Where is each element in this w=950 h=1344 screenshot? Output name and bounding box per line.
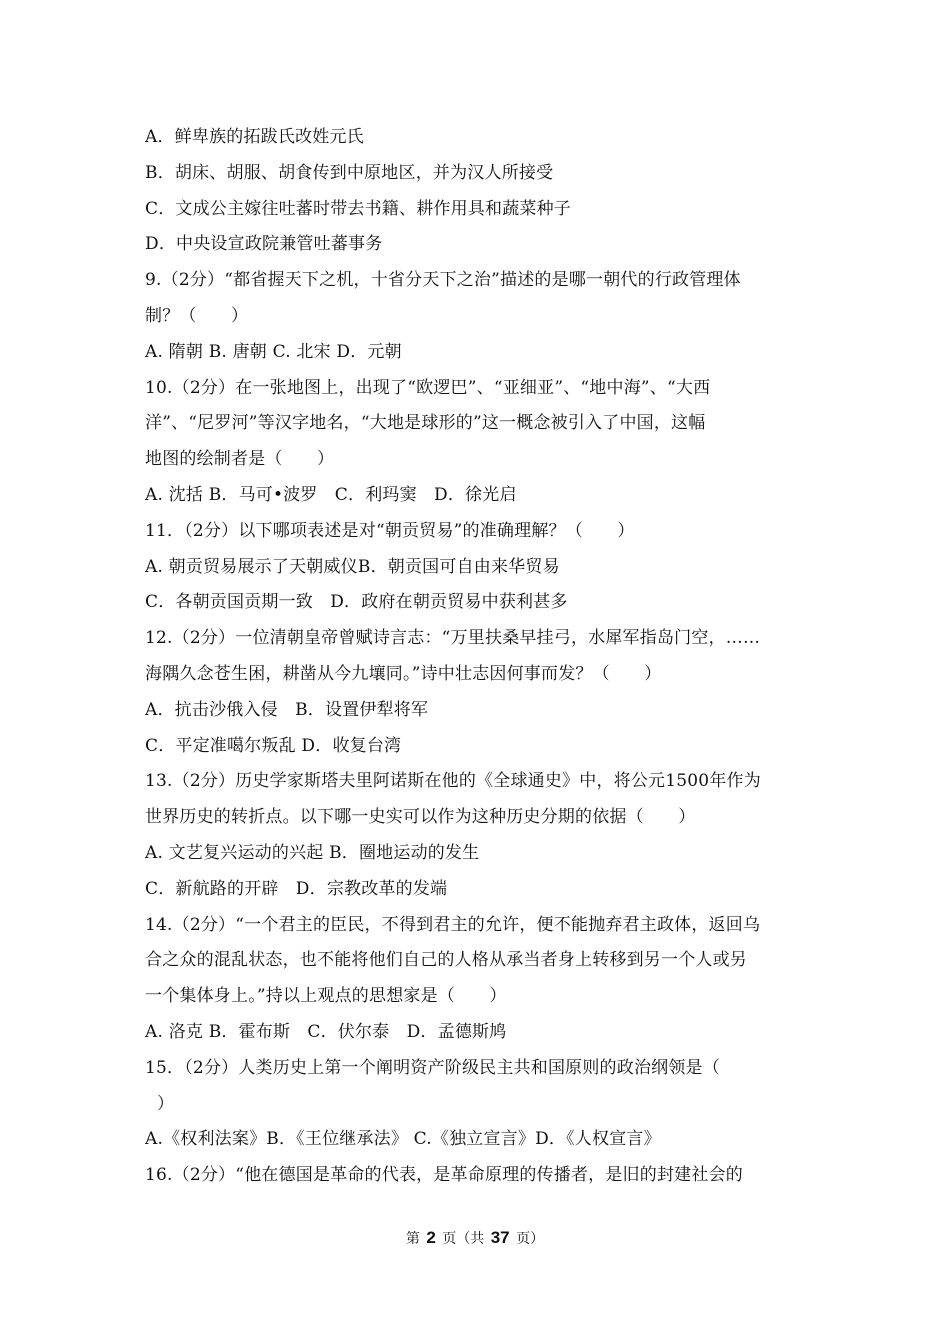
text-line: 海隅久念苍生困，耕凿从今九壤同。”诗中壮志因何事而发？（ ） bbox=[145, 663, 662, 684]
text-line: A. 沈括 B．马可•波罗 C．利玛窦 D．徐光启 bbox=[145, 484, 517, 505]
text-line: A. 文艺复兴运动的兴起 B．圈地运动的发生 bbox=[145, 842, 480, 863]
text-line: B．胡床、胡服、胡食传到中原地区，并为汉人所接受 bbox=[145, 162, 554, 183]
text-line: 一个集体身上。”持以上观点的思想家是（ ） bbox=[145, 986, 507, 1007]
question-10-line: 10.（2分）在一张地图上，出现了“欧逻巴”、“亚细亚”、“地中海”、“大西 bbox=[145, 377, 711, 398]
question-9-line: 9.（2分）“都省握天下之机，十省分天下之治”描述的是哪一朝代的行政管理体 bbox=[145, 270, 741, 291]
footer-prefix: 第 bbox=[405, 1231, 420, 1247]
text-line: A. 朝贡贸易展示了天朝威仪B．朝贡国可自由来华贸易 bbox=[145, 556, 560, 577]
question-11-line: 11．（2分）以下哪项表述是对“朝贡贸易”的准确理解？（ ） bbox=[145, 520, 635, 541]
question-14-line: 14.（2分）“一个君主的臣民，不得到君主的允许，便不能抛弃君主政体，返回乌 bbox=[145, 914, 761, 935]
text-line: A．鲜卑族的拓跋氏改姓元氏 bbox=[145, 127, 364, 147]
text-line: C．新航路的开辟 D．宗教改革的发端 bbox=[145, 878, 448, 899]
text-line: ） bbox=[157, 1093, 175, 1114]
footer-middle: 页（共 bbox=[442, 1231, 485, 1247]
text-line: A.《权利法案》B．《王位继承法》 C.《独立宣言》D．《人权宣言》 bbox=[145, 1129, 661, 1150]
text-line: D．中央设宣政院兼管吐蕃事务 bbox=[145, 234, 383, 255]
question-16-line: 16.（2分）“他在德国是革命的代表，是革命原理的传播者，是旧的封建社会的 bbox=[145, 1165, 743, 1186]
text-line: 地图的绘制者是（ ） bbox=[145, 449, 335, 470]
question-15-line: 15．（2分）人类历史上第一个阐明资产阶级民主共和国原则的政治纲领是（ bbox=[145, 1057, 720, 1078]
footer-suffix: 页） bbox=[516, 1231, 545, 1247]
page-footer bbox=[0, 1228, 950, 1248]
question-content bbox=[145, 120, 810, 1194]
text-line: 世界历史的转折点。以下哪一史实可以作为这种历史分期的依据（ ） bbox=[145, 807, 696, 828]
current-page-number: 2 bbox=[426, 1228, 436, 1247]
text-line: C．平定准噶尔叛乱 D．收复台湾 bbox=[145, 735, 402, 756]
text-line: C．文成公主嫁往吐蕃时带去书籍、耕作用具和蔬菜种子 bbox=[145, 198, 572, 219]
text-line: A．抗击沙俄入侵 B．设置伊犁将军 bbox=[145, 699, 429, 720]
text-line: A. 洛克 B．霍布斯 C．伏尔泰 D．孟德斯鸠 bbox=[145, 1021, 507, 1042]
text-line: 洋”、“尼罗河”等汉字地名，“大地是球形的”这一概念被引入了中国，这幅 bbox=[145, 413, 706, 434]
text-line: C．各朝贡国贡期一致 D．政府在朝贡贸易中获利甚多 bbox=[145, 592, 568, 613]
text-line: 制？（ ） bbox=[145, 305, 249, 326]
question-13-line: 13.（2分）历史学家斯塔夫里阿诺斯在他的《全球通史》中，将公元1500年作为 bbox=[145, 771, 761, 792]
text-line: 合之众的混乱状态，也不能将他们自己的人格从承当者身上转移到另一个人或另 bbox=[145, 950, 747, 971]
question-12-line: 12.（2分）一位清朝皇帝曾赋诗言志：“万里扶桑早挂弓，水犀军指岛门空，…… bbox=[145, 628, 761, 649]
text-line: A. 隋朝 B. 唐朝 C. 北宋 D．元朝 bbox=[145, 341, 402, 362]
total-page-count: 37 bbox=[490, 1228, 510, 1247]
